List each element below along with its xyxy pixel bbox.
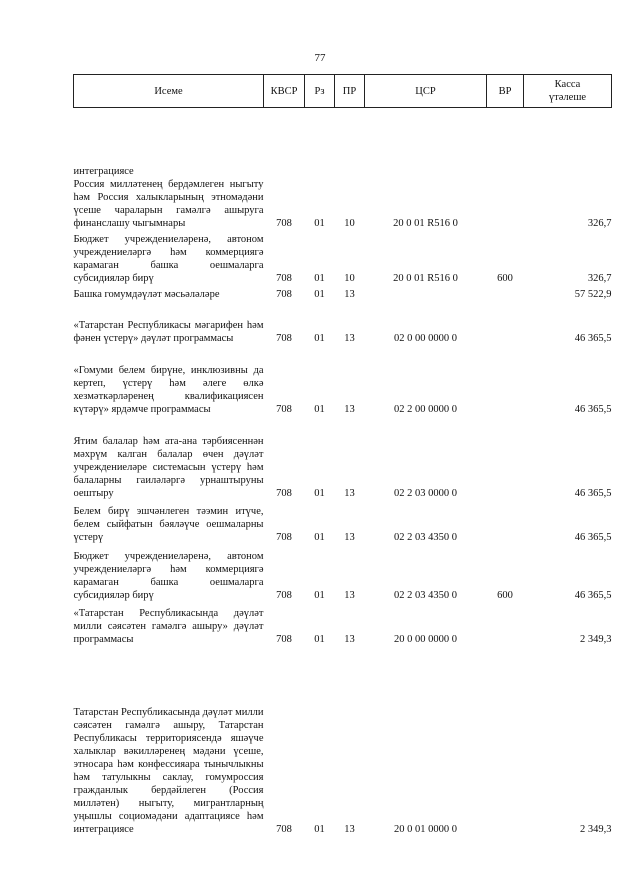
cell-vr [487,348,524,419]
cell-rz: 01 [314,589,325,601]
table-body [74,108,612,839]
cell-csr [365,288,487,304]
table-row [74,108,612,233]
cell-kvsr: 708 [276,288,292,300]
cell-csr: 02 2 03 4350 0 [394,531,457,543]
cell-kvsr: 708 [276,589,292,601]
table-row [74,348,612,419]
cell-name: «Гомуми белем бирүне, инклюзивны да кертеп, үстерү һәм әлеге өлкә хезмәткәрләренең квалификациясен күтәрү» ярдәмче программасы [73,364,264,415]
cell-name: Ятим балалар һәм ата-ана тәрбиясеннән мәхрүм калган балалар өчен дәүләт учреждениеләре системасын үстерү һәм балаларны гаиләләргә урнаштыруны оештыру [73,435,264,499]
cell-kvsr: 708 [276,403,292,415]
cell-pr: 13 [344,531,355,543]
table-row [74,649,612,839]
cell-vr [487,304,524,348]
table-header-row [74,75,612,108]
page-number: 77 [314,52,326,64]
cell-rz: 01 [314,633,325,645]
table-row [74,288,612,304]
table-row [74,419,612,503]
cell-csr: 20 0 01 R516 0 [393,217,458,229]
cell-amount: 46 365,5 [574,332,612,344]
cell-kvsr: 708 [276,531,292,543]
cell-rz: 01 [314,403,325,415]
header-kassa-line1: Касса [554,79,581,90]
cell-csr: 02 0 00 0000 0 [394,332,457,344]
cell-amount: 46 365,5 [574,403,612,415]
cell-rz: 01 [314,487,325,499]
cell-rz: 01 [314,272,325,284]
cell-vr: 600 [497,272,513,284]
cell-amount: 46 365,5 [574,589,612,601]
cell-csr: 02 2 03 0000 0 [394,487,457,499]
cell-rz: 01 [314,823,325,835]
header-rz: Рз [305,75,335,108]
cell-name: интеграциясе Россия милләтенең бердәмлеген ныгыту һәм Россия халыкларының этномәдәни үсеше чараларын гамәлгә ашыруга финанслашу чыгымнары [73,165,264,229]
cell-pr: 13 [344,403,355,415]
cell-amount: 2 349,3 [580,823,612,835]
cell-vr [487,649,524,839]
table-row [74,547,612,605]
cell-rz: 01 [314,217,325,229]
cell-amount: 326,7 [587,217,612,229]
cell-kvsr: 708 [276,217,292,229]
cell-rz: 01 [314,288,325,300]
table-row [74,304,612,348]
cell-rz: 01 [314,531,325,543]
cell-amount: 46 365,5 [574,487,612,499]
cell-pr: 13 [344,487,355,499]
table-row [74,605,612,649]
cell-rz: 01 [314,332,325,344]
cell-kvsr: 708 [276,272,292,284]
cell-pr: 13 [344,589,355,601]
cell-name: Бюджет учреждениеләренә, автоном учреждениеләргә һәм коммерциягә карамаган башка оешмаларга субсидияләр бирү [73,233,264,284]
budget-table [73,74,612,839]
cell-pr: 13 [344,332,355,344]
cell-vr [487,419,524,503]
cell-name: «Татарстан Республикасы мәгарифен һәм фәнен үстерү» дәүләт программасы [73,319,264,344]
cell-amount: 326,7 [587,272,612,284]
cell-csr: 02 2 03 4350 0 [394,589,457,601]
cell-pr: 10 [344,272,355,284]
cell-pr: 13 [344,633,355,645]
cell-kvsr: 708 [276,633,292,645]
cell-vr [487,605,524,649]
cell-pr: 13 [344,823,355,835]
header-csr: ЦСР [365,75,487,108]
cell-name: Татарстан Республикасында дәүләт милли сәясәтен гамәлгә ашыру, Татарстан Республикасы территориясендә яшәүче халыклар вәкилләренең мәдәни үсеше, этносара һәм конфессияара тынычлыкны һәм татулыкны саклау, гомумроссия гражданлык бердәйлеген (Россия милләтен) ныгыту, мигрантларның уңышлы социомәдәни адаптациясе һәм интеграциясе [73,706,264,835]
cell-amount: 2 349,3 [580,633,612,645]
cell-name: «Татарстан Республикасында дәүләт милли сәясәтен гамәлгә ашыру» дәүләт программасы [73,607,264,645]
header-kvsr: КВСР [264,75,305,108]
cell-csr: 20 0 01 0000 0 [394,823,457,835]
header-pr: ПР [335,75,365,108]
cell-csr: 20 0 01 R516 0 [393,272,458,284]
table-row [74,233,612,288]
header-name: Исеме [74,75,264,108]
cell-csr: 20 0 00 0000 0 [394,633,457,645]
header-vr: ВР [487,75,524,108]
cell-kvsr: 708 [276,332,292,344]
cell-vr [487,503,524,547]
cell-kvsr: 708 [276,487,292,499]
cell-amount: 57 522,9 [574,288,612,300]
cell-name: Бюджет учреждениеләренә, автоном учреждениеләргә һәм коммерциягә карамаган башка оешмаларга субсидияләр бирү [73,550,264,601]
cell-name: Башка гомумдәүләт мәсьәләләре [73,288,220,300]
cell-pr: 10 [344,217,355,229]
cell-csr: 02 2 00 0000 0 [394,403,457,415]
cell-amount: 46 365,5 [574,531,612,543]
cell-vr [487,288,524,304]
cell-kvsr: 708 [276,823,292,835]
header-kassa [524,75,612,108]
header-kassa-line2: үтәлеше [548,92,587,103]
cell-vr [487,108,524,233]
cell-pr: 13 [344,288,355,300]
cell-vr: 600 [497,589,513,601]
table-row [74,503,612,547]
cell-name: Белем бирү эшчәнлеген тәэмин итүче, белем сыйфатын бәяләүче оешмаларны үстерү [73,505,264,543]
